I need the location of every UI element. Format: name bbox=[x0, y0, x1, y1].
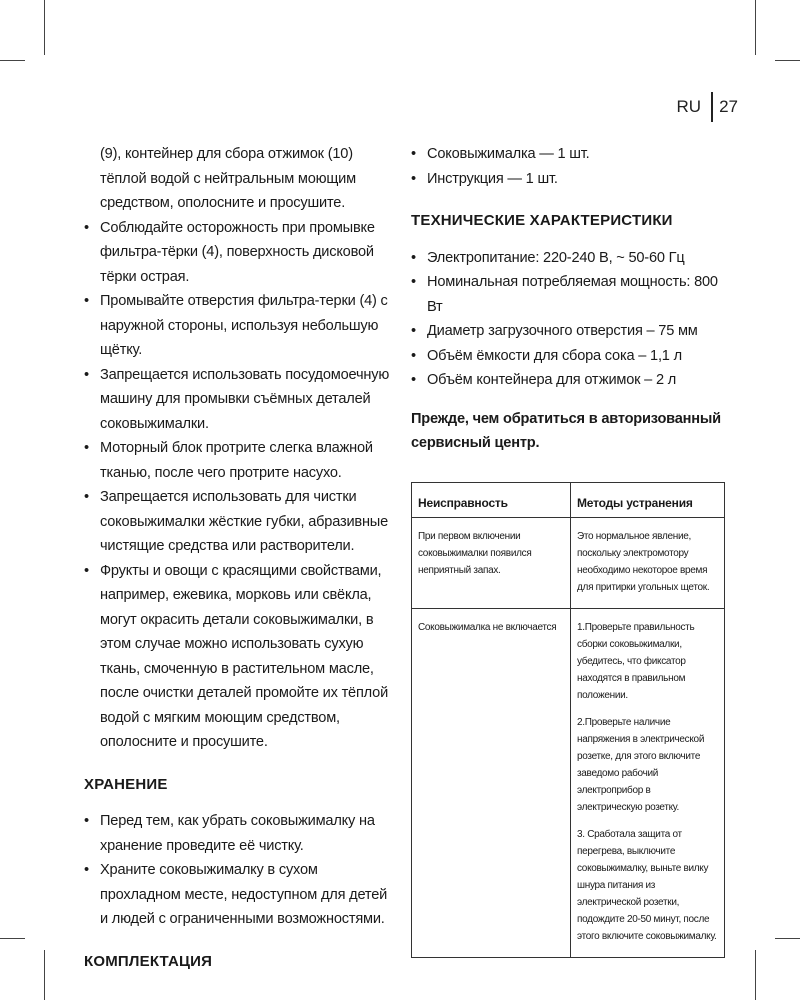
left-column bbox=[84, 142, 390, 986]
crop-mark bbox=[755, 950, 756, 1000]
specs-list bbox=[411, 246, 733, 393]
table-header-row bbox=[412, 482, 725, 517]
list-item: • Запрещается использовать для чистки соковыжималки жёсткие губки, абразивные чистящие средства или растворители. bbox=[84, 485, 390, 559]
specs-heading: ТЕХНИЧЕСКИЕ ХАРАКТЕРИСТИКИ bbox=[411, 212, 673, 229]
crop-mark bbox=[44, 0, 45, 55]
list-item: • Соковыжималка — 1 шт. bbox=[411, 142, 733, 167]
list-item: • Запрещается использовать посудомоечную машину для промывки съёмных деталей соковыжималки. bbox=[84, 363, 390, 437]
crop-mark bbox=[44, 950, 45, 1000]
list-item: • Номинальная потребляемая мощность: 800 Вт bbox=[411, 270, 733, 319]
storage-heading: ХРАНЕНИЕ bbox=[84, 775, 168, 793]
table-row bbox=[412, 517, 725, 608]
crop-mark bbox=[775, 60, 800, 61]
crop-mark bbox=[755, 0, 756, 55]
crop-mark bbox=[0, 938, 25, 939]
solution-cell: Это нормальное явление, поскольку электромотору необходимо некоторое время для притирки угольных щеток. bbox=[571, 517, 725, 608]
column-header-solution: Методы устранения bbox=[571, 482, 725, 517]
table-row bbox=[412, 608, 725, 957]
list-item: • Объём ёмкости для сбора сока – 1,1 л bbox=[411, 344, 733, 369]
continuation-text: (9), контейнер для сбора отжимок (10) тёплой водой с нейтральным моющим средством, ополосните и просушите. bbox=[100, 146, 356, 211]
crop-mark bbox=[0, 60, 25, 61]
solution-step: 3. Сработала защита от перегрева, выключите соковыжималку, выньте вилку шнура питания из электрической розетки, подождите 20-50 минут, после этого включите соковыжималку. bbox=[577, 828, 717, 942]
service-note: Прежде, чем обратиться в авторизованный сервисный центр. bbox=[411, 410, 721, 451]
list-item: • Соблюдайте осторожность при промывке фильтра-тёрки (4), поверхность дисковой тёрки острая. bbox=[84, 216, 390, 290]
list-item: • Электропитание: 220-240 В, ~ 50-60 Гц bbox=[411, 246, 733, 271]
crop-mark bbox=[775, 938, 800, 939]
header-divider bbox=[711, 92, 713, 122]
list-item: • Моторный блок протрите слегка влажной тканью, после чего протрите насухо. bbox=[84, 436, 390, 485]
care-list bbox=[84, 216, 390, 755]
list-item: • Фрукты и овощи с красящими свойствами, например, ежевика, морковь или свёкла, могут окрасить детали соковыжималки, в этом случае можно использовать сухую ткань, смоченную в растительном масле, после очистки деталей промойте их тёплой водой с мягким моющим средством, ополосните и просушите. bbox=[84, 559, 390, 755]
right-column bbox=[411, 142, 733, 958]
kit-list bbox=[411, 142, 733, 191]
page-header bbox=[677, 92, 738, 122]
troubleshooting-table bbox=[411, 482, 725, 958]
solution-step: 2.Проверьте наличие напряжения в электрической розетке, для этого включите заведомо рабочий электроприбор в электрическую розетку. bbox=[577, 716, 705, 813]
list-item: • Перед тем, как убрать соковыжималку на хранение проведите её чистку. bbox=[84, 809, 390, 858]
list-item: • Инструкция — 1 шт. bbox=[411, 167, 733, 192]
solution-cell bbox=[571, 608, 725, 957]
problem-cell: Соковыжималка не включается bbox=[412, 608, 571, 957]
list-item: • Промывайте отверстия фильтра-терки (4) с наружной стороны, используя небольшую щётку. bbox=[84, 289, 390, 363]
list-item: • Объём контейнера для отжимок – 2 л bbox=[411, 368, 733, 393]
language-code: RU bbox=[676, 97, 702, 116]
storage-list bbox=[84, 809, 390, 932]
problem-cell: При первом включении соковыжималки появился неприятный запах. bbox=[412, 517, 571, 608]
page-number: 27 bbox=[719, 97, 738, 116]
solution-step: 1.Проверьте правильность сборки соковыжималки, убедитесь, что фиксатор находятся в правильном положении. bbox=[577, 621, 695, 701]
column-header-problem: Неисправность bbox=[412, 482, 571, 517]
kit-heading: КОМПЛЕКТАЦИЯ bbox=[84, 952, 213, 970]
list-item: • Храните соковыжималку в сухом прохладном месте, недоступном для детей и людей с ограниченными возможностями. bbox=[84, 858, 390, 932]
list-item: • Диаметр загрузочного отверстия – 75 мм bbox=[411, 319, 733, 344]
